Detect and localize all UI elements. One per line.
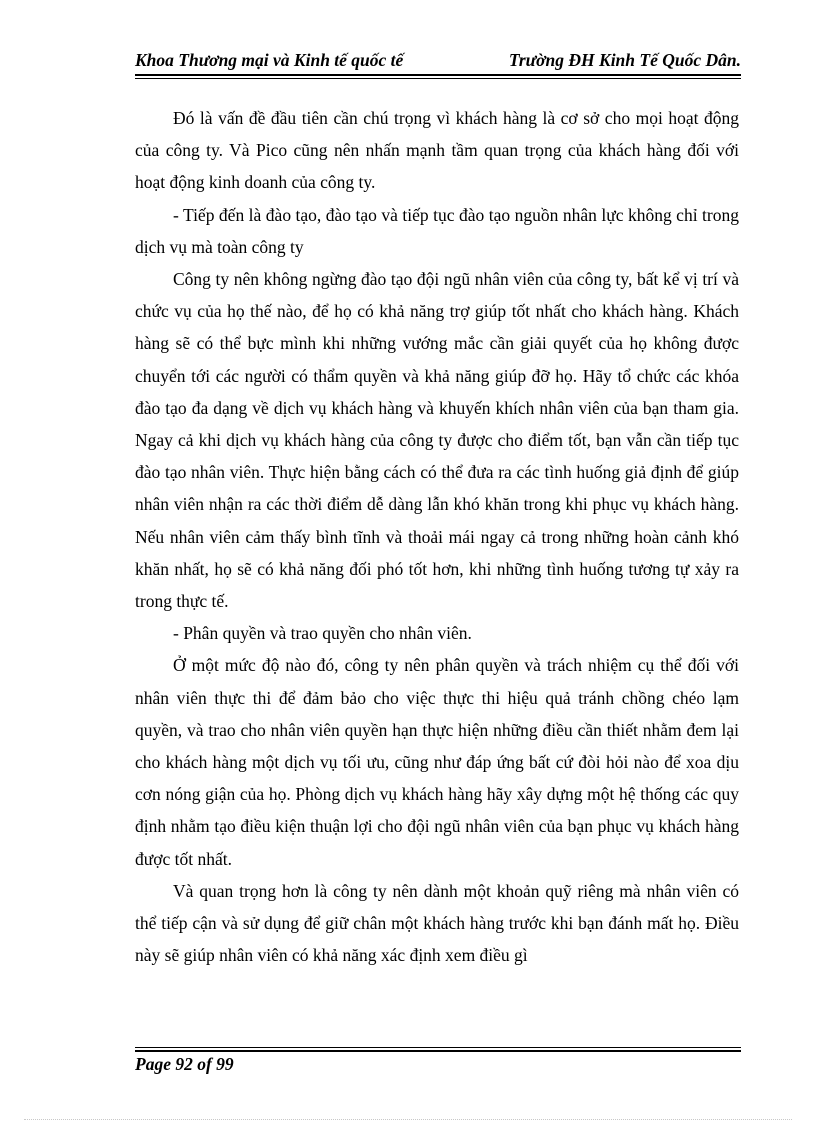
page-number: Page 92 of 99 <box>135 1054 234 1074</box>
page-edge <box>24 1119 792 1120</box>
paragraph: - Phân quyền và trao quyền cho nhân viên. <box>173 623 472 644</box>
header-divider <box>135 74 741 76</box>
page-header <box>135 48 741 74</box>
paragraph: Ở một mức độ nào đó, công ty nên phân quyền và trách nhiệm cụ thể đối với nhân viên thực thi để đảm bảo cho việc thực thi hiệu quả tránh chồng chéo lạm quyền, và trao cho nhân viên quyền hạn thực hiện những điều cần thiết nhằm đem lại cho khách hàng một dịch vụ tối ưu, cũng như đáp ứng bất cứ đòi hỏi nào để xoa dịu cơn nóng giận của họ. Phòng dịch vụ khách hàng hãy xây dựng một hệ thống các quy định nhằm tạo điều kiện thuận lợi cho đội ngũ nhân viên của bạn phục vụ khách hàng được tốt nhất. <box>135 655 739 869</box>
university-name: Trường ĐH Kinh Tế Quốc Dân. <box>508 50 741 70</box>
paragraph: Và quan trọng hơn là công ty nên dành một khoản quỹ riêng mà nhân viên có thể tiếp cận và sử dụng để giữ chân một khách hàng trước khi bạn đánh mất họ. Điều này sẽ giúp nhân viên có khả năng xác định xem điều gì <box>135 880 739 966</box>
footer-divider <box>135 1050 741 1052</box>
paragraph: Đó là vấn đề đầu tiên cần chú trọng vì khách hàng là cơ sở cho mọi hoạt động của công ty. Và Pico cũng nên nhấn mạnh tầm quan trọng của khách hàng đối với hoạt động kinh doanh của công ty. <box>135 108 739 193</box>
document-body <box>135 102 739 971</box>
footer-divider-thin <box>135 1047 741 1048</box>
header-divider-thin <box>135 78 741 79</box>
faculty-name: Khoa Thương mại và Kinh tế quốc tế <box>135 50 404 70</box>
paragraph: - Tiếp đến là đào tạo, đào tạo và tiếp tục đào tạo nguồn nhân lực không chỉ trong dịch vụ mà toàn công ty <box>135 204 739 257</box>
paragraph: Công ty nên không ngừng đào tạo đội ngũ nhân viên của công ty, bất kể vị trí và chức vụ của họ thế nào, để họ có khả năng trợ giúp tốt nhất cho khách hàng. Khách hàng sẽ có thể bực mình khi những vướng mắc cần giải quyết của họ không được chuyển tới các người có thẩm quyền và khả năng giúp đỡ họ. Hãy tổ chức các khóa đào tạo đa dạng về dịch vụ khách hàng và khuyến khích nhân viên của bạn tham gia. Ngay cả khi dịch vụ khách hàng của công ty được cho điểm tốt, bạn vẫn cần tiếp tục đào tạo nhân viên. Thực hiện bằng cách có thể đưa ra các tình huống giả định để giúp nhân viên nhận ra các thời điểm dễ dàng lẫn khó khăn trong khi phục vụ khách hàng. Nếu nhân viên cảm thấy bình tĩnh và thoải mái ngay cả trong những hoàn cảnh khó khăn nhất, họ sẽ có khả năng đối phó tốt hơn, khi những tình huống tương tự xảy ra trong thực tế. <box>135 269 739 612</box>
